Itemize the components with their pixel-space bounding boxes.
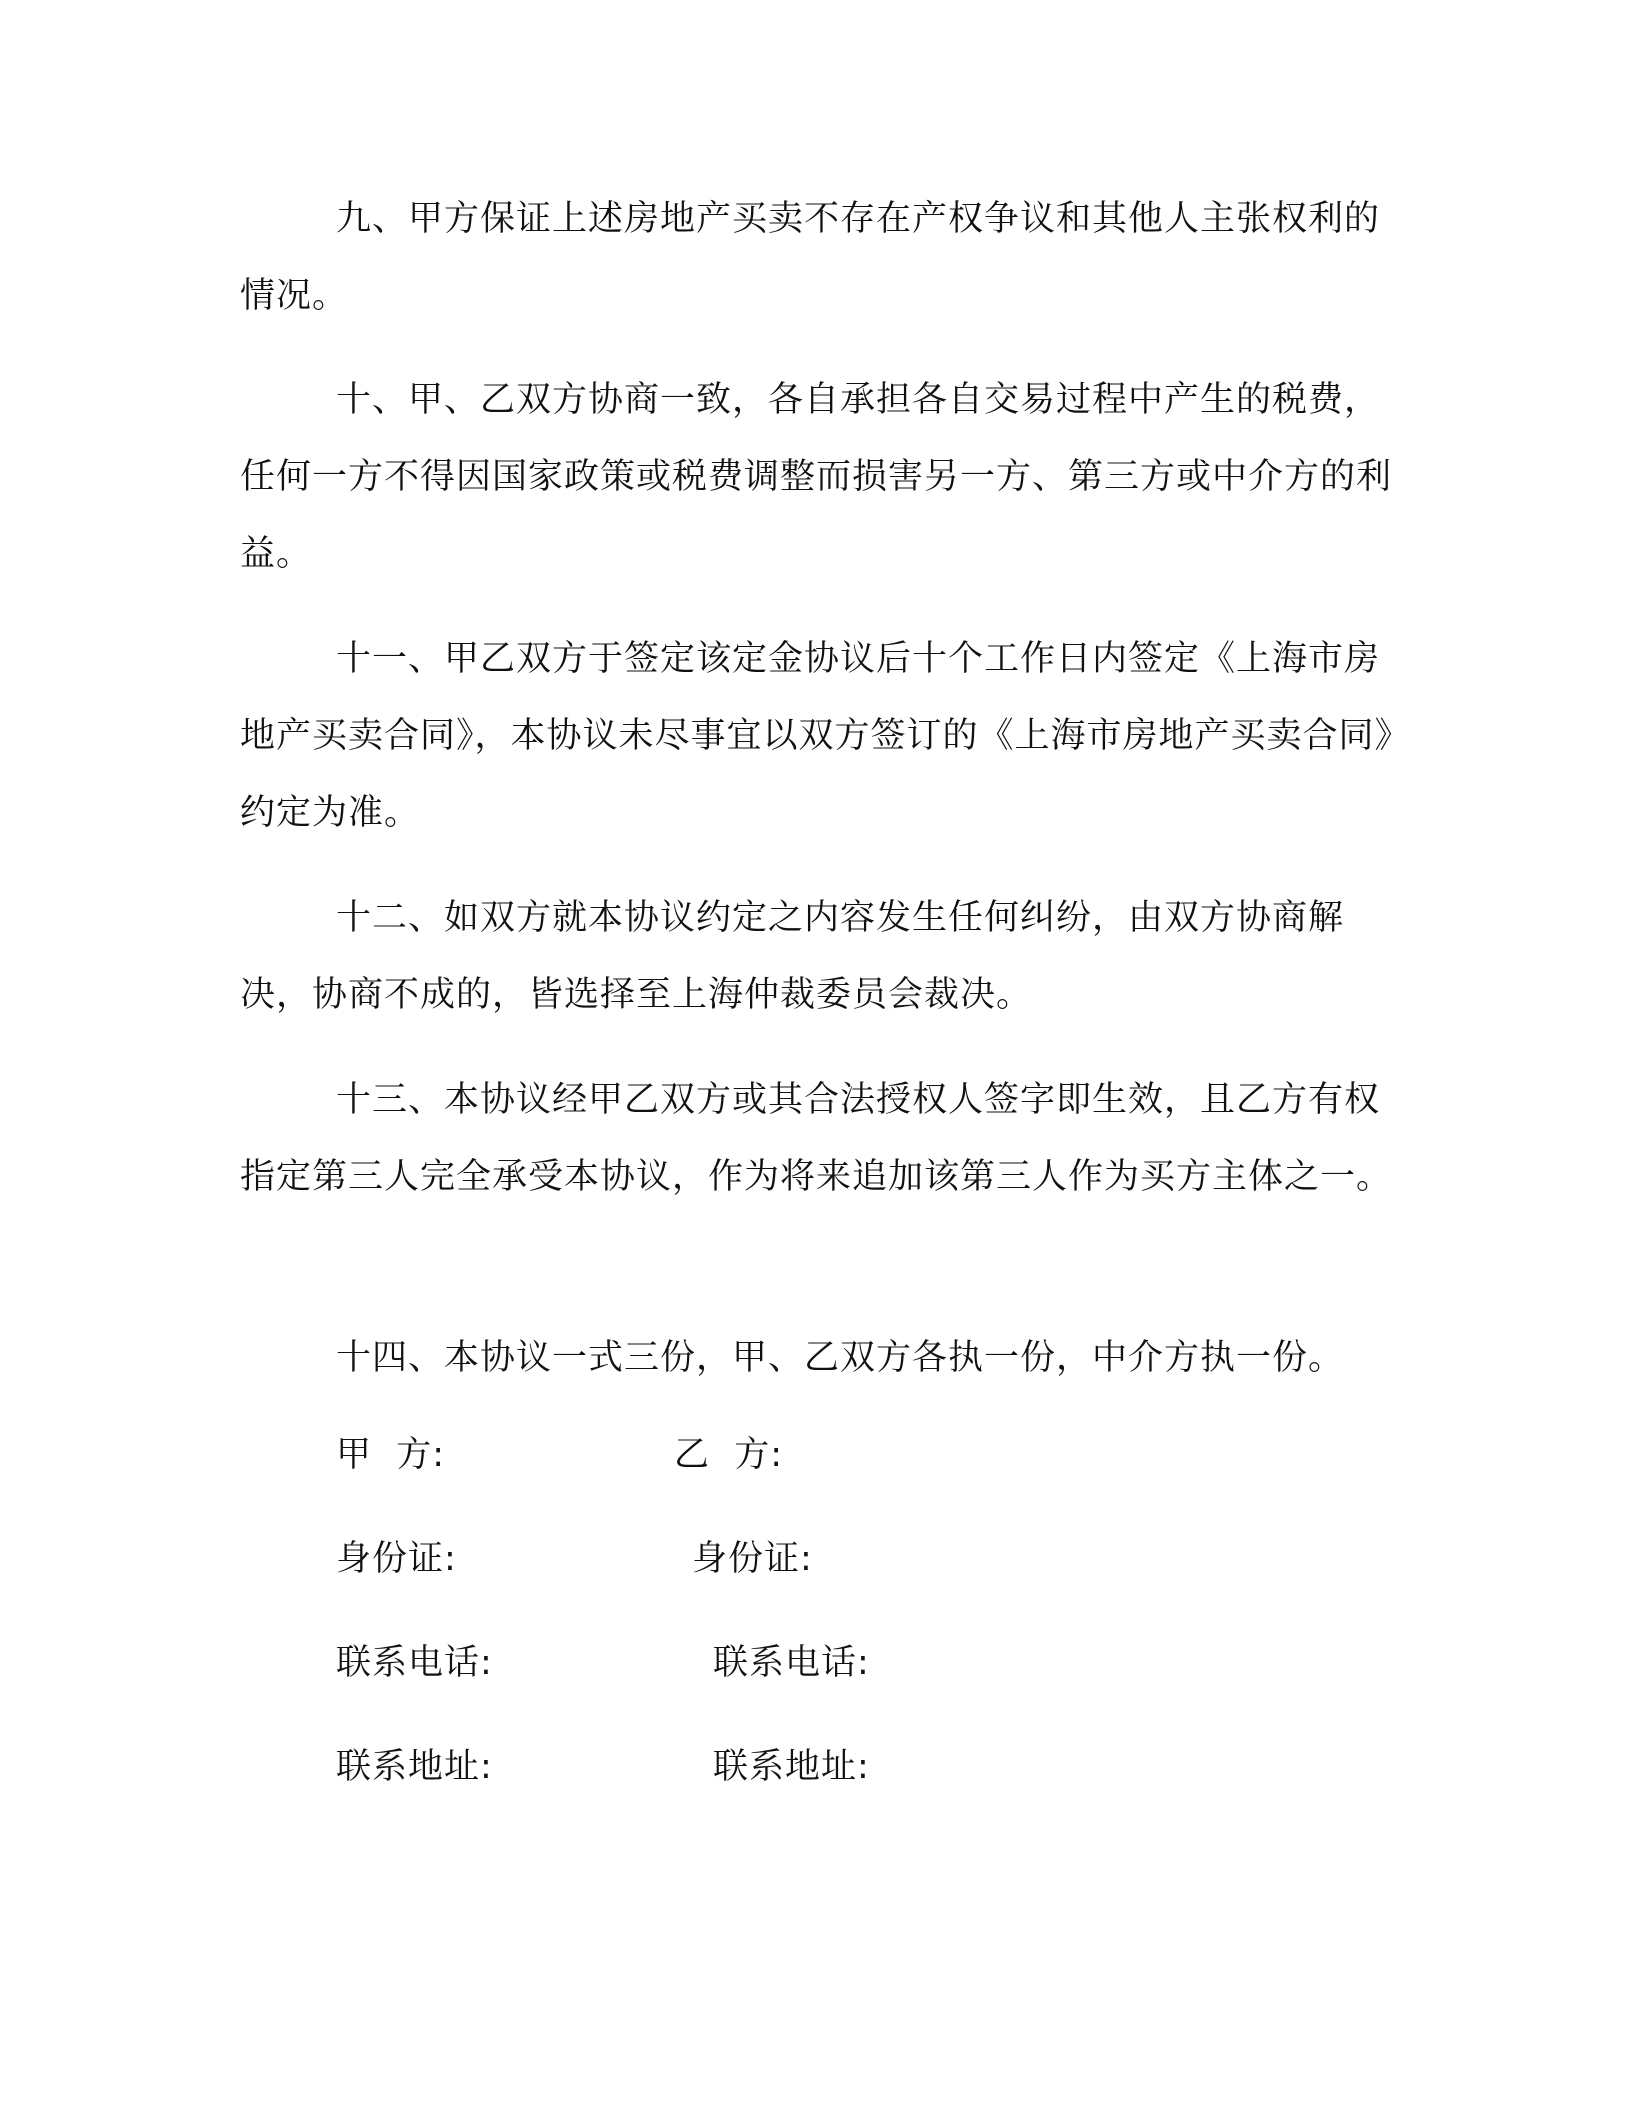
- party-b-address-label: 联系地址:: [713, 1747, 870, 1787]
- clause-14: 十四、本协议一式三份，甲、乙双方各执一份，中介方执一份。: [336, 1338, 1345, 1378]
- clause-13: 十三、本协议经甲乙双方或其合法授权人签字即生效，且乙方有权指定第三人完全承受本协议，作为将来追加该第三人作为买方主体之一。: [240, 1080, 1393, 1197]
- clause-11: 十一、甲乙双方于签定该定金协议后十个工作日内签定《上海市房地产买卖合同》，本协议未尽事宜以双方签订的《上海市房地产买卖合同》约定为准。: [240, 639, 1394, 833]
- party-a-address-label: 联系地址:: [336, 1747, 493, 1787]
- clause-10: 十、甲、乙双方协商一致，各自承担各自交易过程中产生的税费，任何一方不得因国家政策或税费调整而损害另一方、第三方或中介方的利益。: [240, 380, 1393, 574]
- clause-12: 十二、如双方就本协议约定之内容发生任何纠纷，由双方协商解决，协商不成的，皆选择至上海仲裁委员会裁决。: [240, 898, 1345, 1015]
- party-a-id-label: 身份证:: [336, 1539, 457, 1579]
- party-b-id-label: 身份证:: [692, 1539, 813, 1579]
- clause-9: 九、甲方保证上述房地产买卖不存在产权争议和其他人主张权利的情况。: [240, 199, 1381, 316]
- party-b-label: 乙 方:: [674, 1435, 784, 1475]
- party-a-label: 甲 方:: [336, 1435, 446, 1475]
- party-b-phone-label: 联系电话:: [713, 1643, 870, 1683]
- party-a-phone-label: 联系电话:: [336, 1643, 493, 1683]
